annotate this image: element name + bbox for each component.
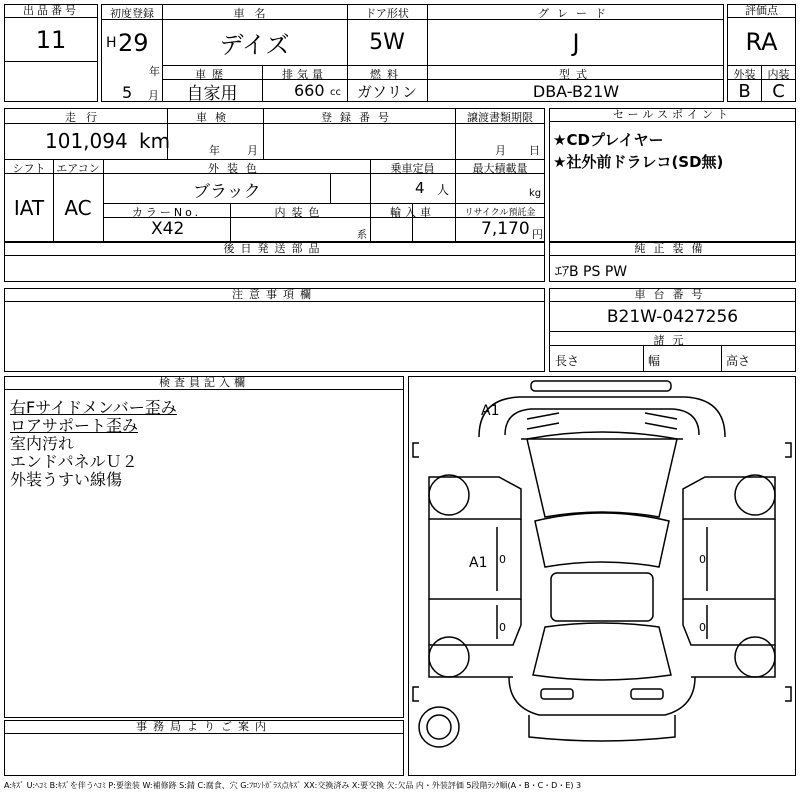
vehicle-header-box xyxy=(101,4,724,102)
inspector-box xyxy=(4,376,404,718)
interior-unit: 系 xyxy=(357,230,367,241)
ac-label: エアコン xyxy=(56,162,100,175)
color-label: 外装色 xyxy=(208,162,265,175)
office-box xyxy=(4,720,404,776)
colorno-value: X42 xyxy=(151,219,185,239)
mark-front: A1 xyxy=(481,403,500,419)
inspector-line: ロアサポート歪み xyxy=(10,416,139,435)
inspector-line: 外装うすい線傷 xyxy=(10,470,123,489)
door-label: ドア形状 xyxy=(365,7,409,20)
disp-value: 660 xyxy=(294,81,325,100)
car-diagram xyxy=(408,376,796,776)
disp-unit: cc xyxy=(330,87,341,98)
load-unit: kg xyxy=(529,188,542,199)
equip-label: 純正装備 xyxy=(550,243,795,256)
color-value: ブラック xyxy=(193,182,261,202)
inspect-month: 月 xyxy=(247,144,258,157)
zero-mark: 0 xyxy=(499,553,506,566)
grade-value: J xyxy=(572,28,580,57)
import-label: 輸入車 xyxy=(390,206,435,219)
capacity-label: 乗車定員 xyxy=(390,162,435,175)
capacity-unit: 人 xyxy=(437,183,450,197)
lot-box xyxy=(4,4,98,102)
office-label: 事務局よりご案内 xyxy=(5,721,403,734)
int-label: 内装 xyxy=(767,68,790,81)
equip-box xyxy=(549,242,796,282)
history-value: 自家用 xyxy=(186,83,238,104)
later-parts-box xyxy=(4,242,545,282)
ac-value: AC xyxy=(64,196,92,220)
regno-label: 登録番号 xyxy=(321,111,397,124)
score-box xyxy=(727,4,796,102)
inspect-label: 車検 xyxy=(196,111,234,124)
sales-item: ★CDプレイヤー xyxy=(553,131,664,149)
reg-label: 初度登録 xyxy=(110,7,154,20)
sales-item: ★社外前ドラレコ(SD無) xyxy=(553,153,724,171)
recycle-value: 7,170 xyxy=(481,219,530,239)
history-label: 車歴 xyxy=(195,68,229,81)
chassis-value: B21W-0427256 xyxy=(606,307,739,327)
inspector-line: 右Fサイドメンバー歪み xyxy=(10,398,177,417)
dims-height: 高さ xyxy=(726,354,751,368)
mileage-value: 101,094 xyxy=(45,129,128,153)
equip-value: ｴｱB PS PW xyxy=(555,264,628,280)
mark-side: A1 xyxy=(469,555,488,571)
details-box xyxy=(4,108,545,242)
fuel-value: ガソリン xyxy=(356,82,417,101)
inspector-line: エンドパネルＵ２ xyxy=(10,452,138,471)
inspector-line: 室内汚れ xyxy=(10,434,75,453)
lot-label: 出品番号 xyxy=(5,5,97,18)
capacity-value: 4 xyxy=(415,179,425,197)
grade-label: グレード xyxy=(538,7,614,20)
inspect-year: 年 xyxy=(209,144,220,157)
recycle-unit: 円 xyxy=(532,228,543,241)
model-label: 型式 xyxy=(559,68,593,81)
year: 29 xyxy=(118,29,149,57)
mileage-label: 走行 xyxy=(65,111,107,124)
score-label: 評価点 xyxy=(728,5,795,18)
model-value: DBA-B21W xyxy=(532,81,620,101)
name-label: 車名 xyxy=(233,7,276,20)
fuel-label: 燃料 xyxy=(370,68,404,81)
disp-label: 排気量 xyxy=(282,68,327,81)
car-outline xyxy=(409,377,795,775)
dims-label: 諸元 xyxy=(653,334,692,347)
chassis-label: 車台番号 xyxy=(550,289,795,302)
zero-mark: 0 xyxy=(699,621,706,634)
mileage-unit: km xyxy=(139,129,171,153)
later-label: 後日発送部品 xyxy=(5,243,544,256)
zero-mark: 0 xyxy=(699,553,706,566)
score-value: RA xyxy=(745,28,778,56)
year-unit: 年 xyxy=(149,65,160,78)
recycle-label: リサイクル預託金 xyxy=(464,208,536,218)
ext-value: B xyxy=(738,80,751,102)
dims-length: 長さ xyxy=(555,354,580,368)
sales-box xyxy=(549,108,796,242)
lot-value: 11 xyxy=(35,26,67,54)
month: 5 xyxy=(122,83,133,102)
transfer-month: 月 xyxy=(495,144,506,157)
dims-width: 幅 xyxy=(648,354,661,368)
zero-mark: 0 xyxy=(499,621,506,634)
int-value: C xyxy=(772,80,785,102)
ext-label: 外装 xyxy=(733,68,756,81)
sales-label: セールスポイント xyxy=(550,109,795,122)
month-unit: 月 xyxy=(148,89,159,102)
load-label: 最大積載量 xyxy=(472,162,528,175)
colorno-label: カラーNo. xyxy=(131,206,202,219)
interior-label: 内装色 xyxy=(274,206,326,219)
legend-text: A:ｷｽﾞ U:ﾍｺﾐ B:ｷｽﾞを伴うﾍｺﾐ P:要塗装 W:補修跡 S:錆 C:腐食、穴 G:ﾌﾛﾝﾄｶﾞﾗｽ点ｷｽﾞ XX:交換済み X:要交換 欠:欠品 内・外装評価 5段階ﾗﾝｸ順(A・B・C・D・E) 3 xyxy=(4,781,582,790)
notes-box xyxy=(4,288,545,372)
shift-label: シフト xyxy=(12,162,46,175)
notes-label: 注意事項欄 xyxy=(5,289,544,302)
transfer-day: 日 xyxy=(529,144,540,157)
inspector-label: 検査員記入欄 xyxy=(5,377,403,390)
name-value: デイズ xyxy=(219,31,290,59)
era: H xyxy=(106,35,117,51)
transfer-label: 譲渡書類期限 xyxy=(467,111,533,124)
shift-value: IAT xyxy=(13,196,45,220)
door-value: 5W xyxy=(369,30,405,55)
chassis-box xyxy=(549,288,796,372)
